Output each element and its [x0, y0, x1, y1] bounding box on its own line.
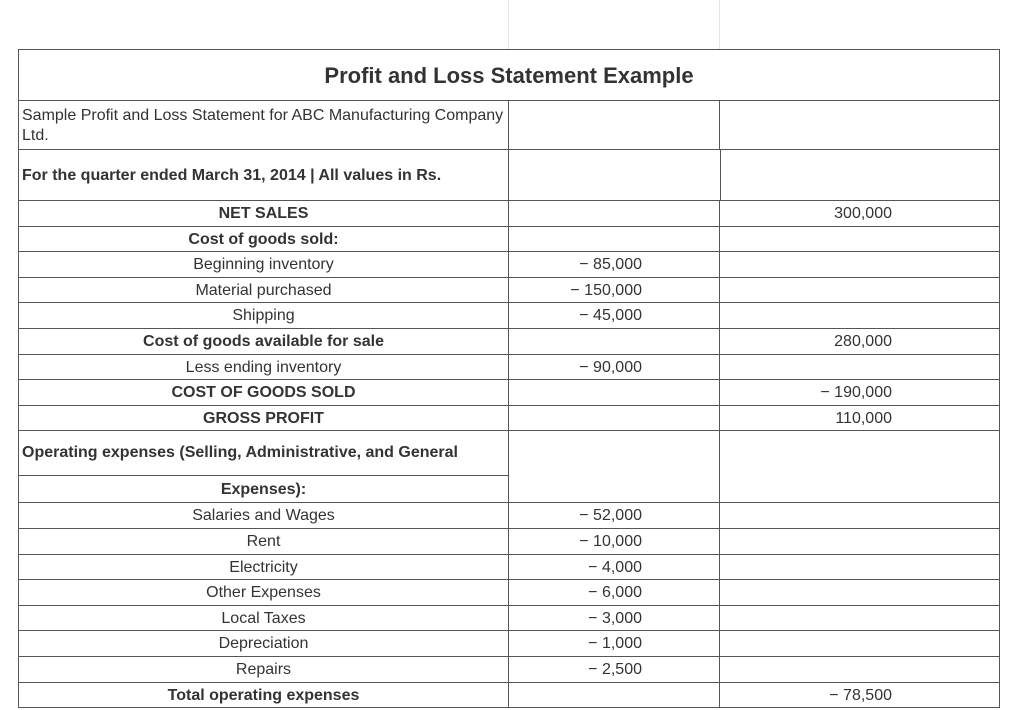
period-label: For the quarter ended March 31, 2014 | All values in Rs. [22, 167, 442, 184]
amount-cell [509, 683, 720, 709]
table-row [19, 580, 1000, 606]
period-row [19, 150, 1000, 201]
total-cell [720, 580, 1000, 606]
item-amount: − 10,000 [579, 532, 642, 550]
subtitle-cell: Sample Profit and Loss Statement for ABC Manufacturing Company Ltd. [19, 101, 509, 150]
period-cell [19, 150, 509, 201]
table-row [19, 529, 1000, 555]
total-cell [720, 503, 1000, 529]
row-label: COST OF GOODS SOLD [19, 380, 509, 406]
amount-cell [509, 555, 720, 581]
empty-cell [509, 150, 720, 201]
amount-cell [509, 227, 720, 253]
row-label: Local Taxes [19, 606, 509, 632]
total-cell [720, 657, 1000, 683]
row-label: Electricity [19, 555, 509, 581]
table-row [19, 278, 1000, 304]
empty-cell [720, 431, 1000, 503]
table-row [19, 657, 1000, 683]
amount-cell [509, 529, 720, 555]
empty-cell [509, 431, 720, 503]
total-cell [720, 380, 1000, 406]
table-row [19, 606, 1000, 632]
table-row [19, 227, 1000, 253]
table-row [19, 329, 1000, 355]
amount-cell [509, 503, 720, 529]
row-label: GROSS PROFIT [19, 406, 509, 432]
total-cell [720, 606, 1000, 632]
amount-cell [509, 252, 720, 278]
row-label: Salaries and Wages [19, 503, 509, 529]
amount-cell [509, 380, 720, 406]
opex-heading-line2: Expenses): [220, 481, 307, 499]
empty-cell [720, 150, 1000, 201]
opex-heading-row [19, 431, 1000, 503]
table-row [19, 631, 1000, 657]
amount-cell [509, 657, 720, 683]
total-cell [720, 201, 1000, 227]
opex-heading-line1: Operating expenses (Selling, Administrative, and General [19, 431, 508, 476]
row-label: Total operating expenses [19, 683, 509, 709]
total-cell [720, 631, 1000, 657]
amount-cell [509, 406, 720, 432]
total-cell [720, 227, 1000, 253]
row-label: Shipping [19, 303, 509, 329]
empty-cell [509, 101, 720, 150]
row-label: Less ending inventory [19, 355, 509, 381]
total-amount: − 78,500 [829, 686, 892, 704]
pnl-table [18, 49, 1000, 708]
amount-cell [509, 329, 720, 355]
item-amount: − 90,000 [579, 358, 642, 376]
opex-rows [19, 503, 1000, 708]
total-cell [720, 252, 1000, 278]
item-amount: − 1,000 [588, 635, 642, 653]
row-label: Other Expenses [19, 580, 509, 606]
item-amount: − 3,000 [588, 609, 642, 627]
item-amount: − 52,000 [579, 507, 642, 525]
amount-cell [509, 278, 720, 304]
grid-line [719, 0, 720, 50]
total-amount: 300,000 [834, 205, 892, 222]
item-amount: − 4,000 [588, 558, 642, 576]
total-cell [720, 329, 1000, 355]
empty-cell [720, 101, 1000, 150]
total-cell [720, 278, 1000, 304]
table-row [19, 380, 1000, 406]
table-row [19, 503, 1000, 529]
total-cell [720, 406, 1000, 432]
item-amount: − 85,000 [579, 256, 642, 274]
opex-heading-cell [19, 431, 509, 503]
total-cell [720, 303, 1000, 329]
total-amount: 110,000 [835, 409, 892, 427]
amount-cell [509, 606, 720, 632]
table-row [19, 201, 1000, 227]
title-row [19, 50, 1000, 101]
item-amount: − 6,000 [588, 584, 642, 602]
table-row [19, 303, 1000, 329]
row-label: Material purchased [19, 278, 509, 304]
table-row [19, 555, 1000, 581]
item-amount: − 150,000 [570, 281, 642, 299]
subtitle-row [19, 101, 1000, 150]
total-cell [720, 529, 1000, 555]
item-amount: − 2,500 [588, 660, 642, 678]
main-rows [19, 201, 1000, 431]
amount-cell [509, 355, 720, 381]
total-cell [720, 555, 1000, 581]
row-label: Beginning inventory [19, 252, 509, 278]
total-cell [720, 355, 1000, 381]
page-title: Profit and Loss Statement Example [19, 50, 1000, 101]
table-row [19, 252, 1000, 278]
grid-line [508, 0, 509, 50]
row-label: Cost of goods available for sale [19, 329, 509, 355]
amount-cell [509, 631, 720, 657]
table-row [19, 406, 1000, 432]
table-row [19, 683, 1000, 709]
total-amount: 280,000 [834, 332, 892, 350]
amount-cell [509, 580, 720, 606]
amount-cell [509, 201, 720, 227]
row-label: Repairs [19, 657, 509, 683]
amount-cell [509, 303, 720, 329]
row-label: Rent [19, 529, 509, 555]
total-cell [720, 683, 1000, 709]
row-label: Depreciation [19, 631, 509, 657]
total-amount: − 190,000 [820, 384, 892, 402]
row-label: Cost of goods sold: [19, 227, 509, 253]
table-row [19, 355, 1000, 381]
row-label: NET SALES [19, 201, 509, 227]
item-amount: − 45,000 [579, 307, 642, 325]
